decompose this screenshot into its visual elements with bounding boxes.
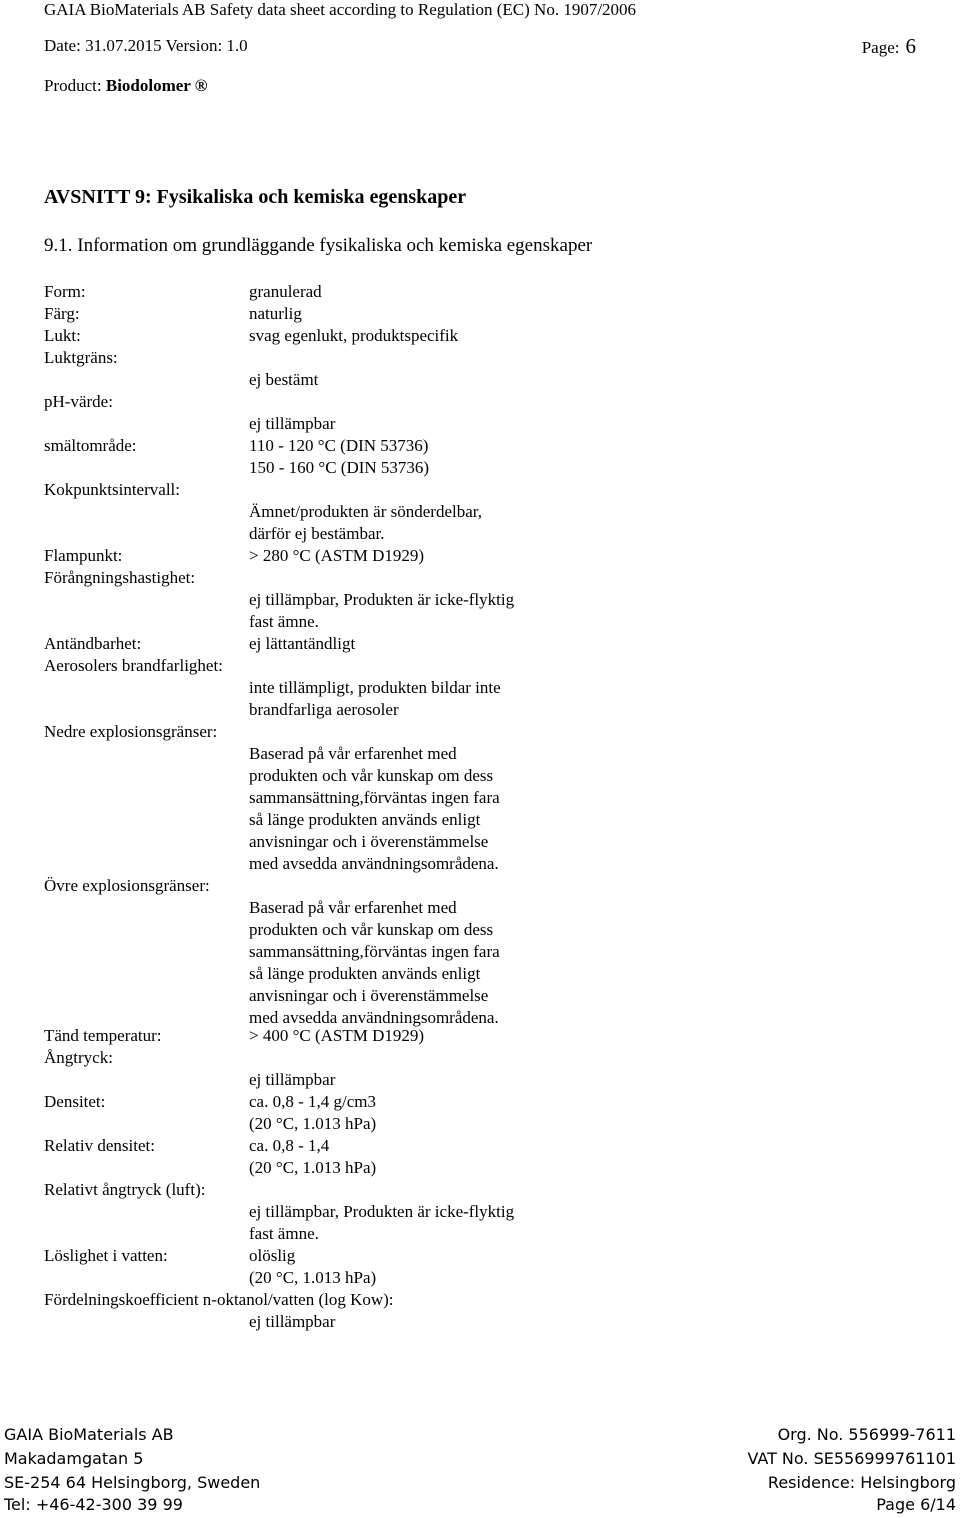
value-smaltomrade-2: 150 - 160 °C (DIN 53736)	[249, 458, 430, 477]
label-flampunkt: Flampunkt:	[44, 546, 123, 565]
value-ph: ej tillämpbar	[249, 414, 336, 433]
document-header-title: GAIA BioMaterials AB Safety data sheet according to Regulation (EC) No. 1907/2006	[44, 0, 637, 19]
footer-street: Makadamgatan 5	[4, 1449, 144, 1468]
label-ovre-explosion: Övre explosionsgränser:	[44, 876, 210, 895]
value-ovre-6: med avsedda användningsområdena.	[249, 1008, 499, 1027]
value-nedre-5: anvisningar och i överenstämmelse	[249, 832, 489, 851]
page-number: 6	[905, 34, 916, 58]
value-forangning-1: ej tillämpbar, Produkten är icke-flyktig	[249, 590, 515, 609]
value-kokpunkt-1: Ämnet/produkten är sönderdelbar,	[249, 502, 482, 521]
footer-city: SE-254 64 Helsingborg, Sweden	[4, 1473, 261, 1492]
label-aerosol: Aerosolers brandfarlighet:	[44, 656, 223, 675]
value-nedre-4: så länge produkten används enligt	[249, 810, 481, 829]
product-line	[44, 76, 208, 96]
value-aerosol-2: brandfarliga aerosoler	[249, 700, 399, 719]
label-form: Form:	[44, 282, 86, 301]
label-angtryck: Ångtryck:	[44, 1048, 113, 1067]
label-ph: pH-värde:	[44, 392, 113, 411]
value-angtryck: ej tillämpbar	[249, 1070, 336, 1089]
value-antandbarhet: ej lättantändligt	[249, 634, 356, 653]
value-ovre-1: Baserad på vår erfarenhet med	[249, 898, 457, 917]
value-forangning-2: fast ämne.	[249, 612, 319, 631]
label-luktgrans: Luktgräns:	[44, 348, 118, 367]
value-form: granulerad	[249, 282, 322, 301]
value-flampunkt: > 280 °C (ASTM D1929)	[249, 546, 425, 565]
section-title: AVSNITT 9: Fysikaliska och kemiska egenskaper	[44, 186, 467, 208]
footer-residence: Residence: Helsingborg	[767, 1473, 956, 1492]
value-loslighet-1: olöslig	[249, 1246, 296, 1265]
footer-page: Page 6/14	[876, 1495, 956, 1514]
footer-org-no: Org. No. 556999-7611	[777, 1425, 956, 1444]
value-farg: naturlig	[249, 304, 302, 323]
value-lukt: svag egenlukt, produktspecifik	[249, 326, 459, 345]
label-densitet: Densitet:	[44, 1092, 106, 1111]
value-nedre-1: Baserad på vår erfarenhet med	[249, 744, 457, 763]
value-relativt-angtryck-1: ej tillämpbar, Produkten är icke-flyktig	[249, 1202, 515, 1221]
page-label: Page:	[861, 38, 900, 57]
value-densitet-1: ca. 0,8 - 1,4 g/cm3	[249, 1092, 376, 1111]
subsection-title: 9.1. Information om grundläggande fysikaliska och kemiska egenskaper	[44, 235, 593, 256]
label-fordelningskoefficient: Fördelningskoefficient n-oktanol/vatten (log Kow):	[44, 1290, 394, 1309]
value-tand-temperatur: > 400 °C (ASTM D1929)	[249, 1026, 425, 1045]
label-antandbarhet: Antändbarhet:	[44, 634, 142, 653]
footer-vat-no: VAT No. SE556999761101	[747, 1449, 956, 1468]
value-fordelningskoefficient: ej tillämpbar	[249, 1312, 336, 1331]
value-relativ-densitet-1: ca. 0,8 - 1,4	[249, 1136, 330, 1155]
value-ovre-3: sammansättning,förväntas ingen fara	[249, 942, 500, 961]
label-farg: Färg:	[44, 304, 80, 323]
label-lukt: Lukt:	[44, 326, 81, 345]
label-forangning: Förångningshastighet:	[44, 568, 196, 587]
label-relativt-angtryck: Relativt ångtryck (luft):	[44, 1180, 206, 1199]
page-indicator	[862, 34, 916, 59]
label-smaltomrade: smältområde:	[44, 436, 137, 455]
product-label: Product:	[44, 76, 102, 95]
label-tand-temperatur: Tänd temperatur:	[44, 1026, 162, 1045]
date-version: Date: 31.07.2015 Version: 1.0	[44, 36, 248, 55]
value-nedre-3: sammansättning,förväntas ingen fara	[249, 788, 500, 807]
value-ovre-4: så länge produkten används enligt	[249, 964, 481, 983]
product-name: Biodolomer ®	[105, 76, 208, 95]
footer-company: GAIA BioMaterials AB	[4, 1425, 174, 1444]
value-kokpunkt-2: därför ej bestämbar.	[249, 524, 385, 543]
value-ovre-2: produkten och vår kunskap om dess	[249, 920, 494, 939]
value-densitet-2: (20 °C, 1.013 hPa)	[249, 1114, 377, 1133]
value-smaltomrade-1: 110 - 120 °C (DIN 53736)	[249, 436, 429, 455]
value-relativ-densitet-2: (20 °C, 1.013 hPa)	[249, 1158, 377, 1177]
value-nedre-2: produkten och vår kunskap om dess	[249, 766, 494, 785]
value-nedre-6: med avsedda användningsområdena.	[249, 854, 499, 873]
value-aerosol-1: inte tillämpligt, produkten bildar inte	[249, 678, 501, 697]
value-luktgrans: ej bestämt	[249, 370, 319, 389]
value-loslighet-2: (20 °C, 1.013 hPa)	[249, 1268, 377, 1287]
label-nedre-explosion: Nedre explosionsgränser:	[44, 722, 218, 741]
label-relativ-densitet: Relativ densitet:	[44, 1136, 155, 1155]
footer-tel: Tel: +46-42-300 39 99	[4, 1495, 183, 1514]
value-ovre-5: anvisningar och i överenstämmelse	[249, 986, 489, 1005]
label-loslighet: Löslighet i vatten:	[44, 1246, 168, 1265]
value-relativt-angtryck-2: fast ämne.	[249, 1224, 319, 1243]
label-kokpunkt: Kokpunktsintervall:	[44, 480, 180, 499]
